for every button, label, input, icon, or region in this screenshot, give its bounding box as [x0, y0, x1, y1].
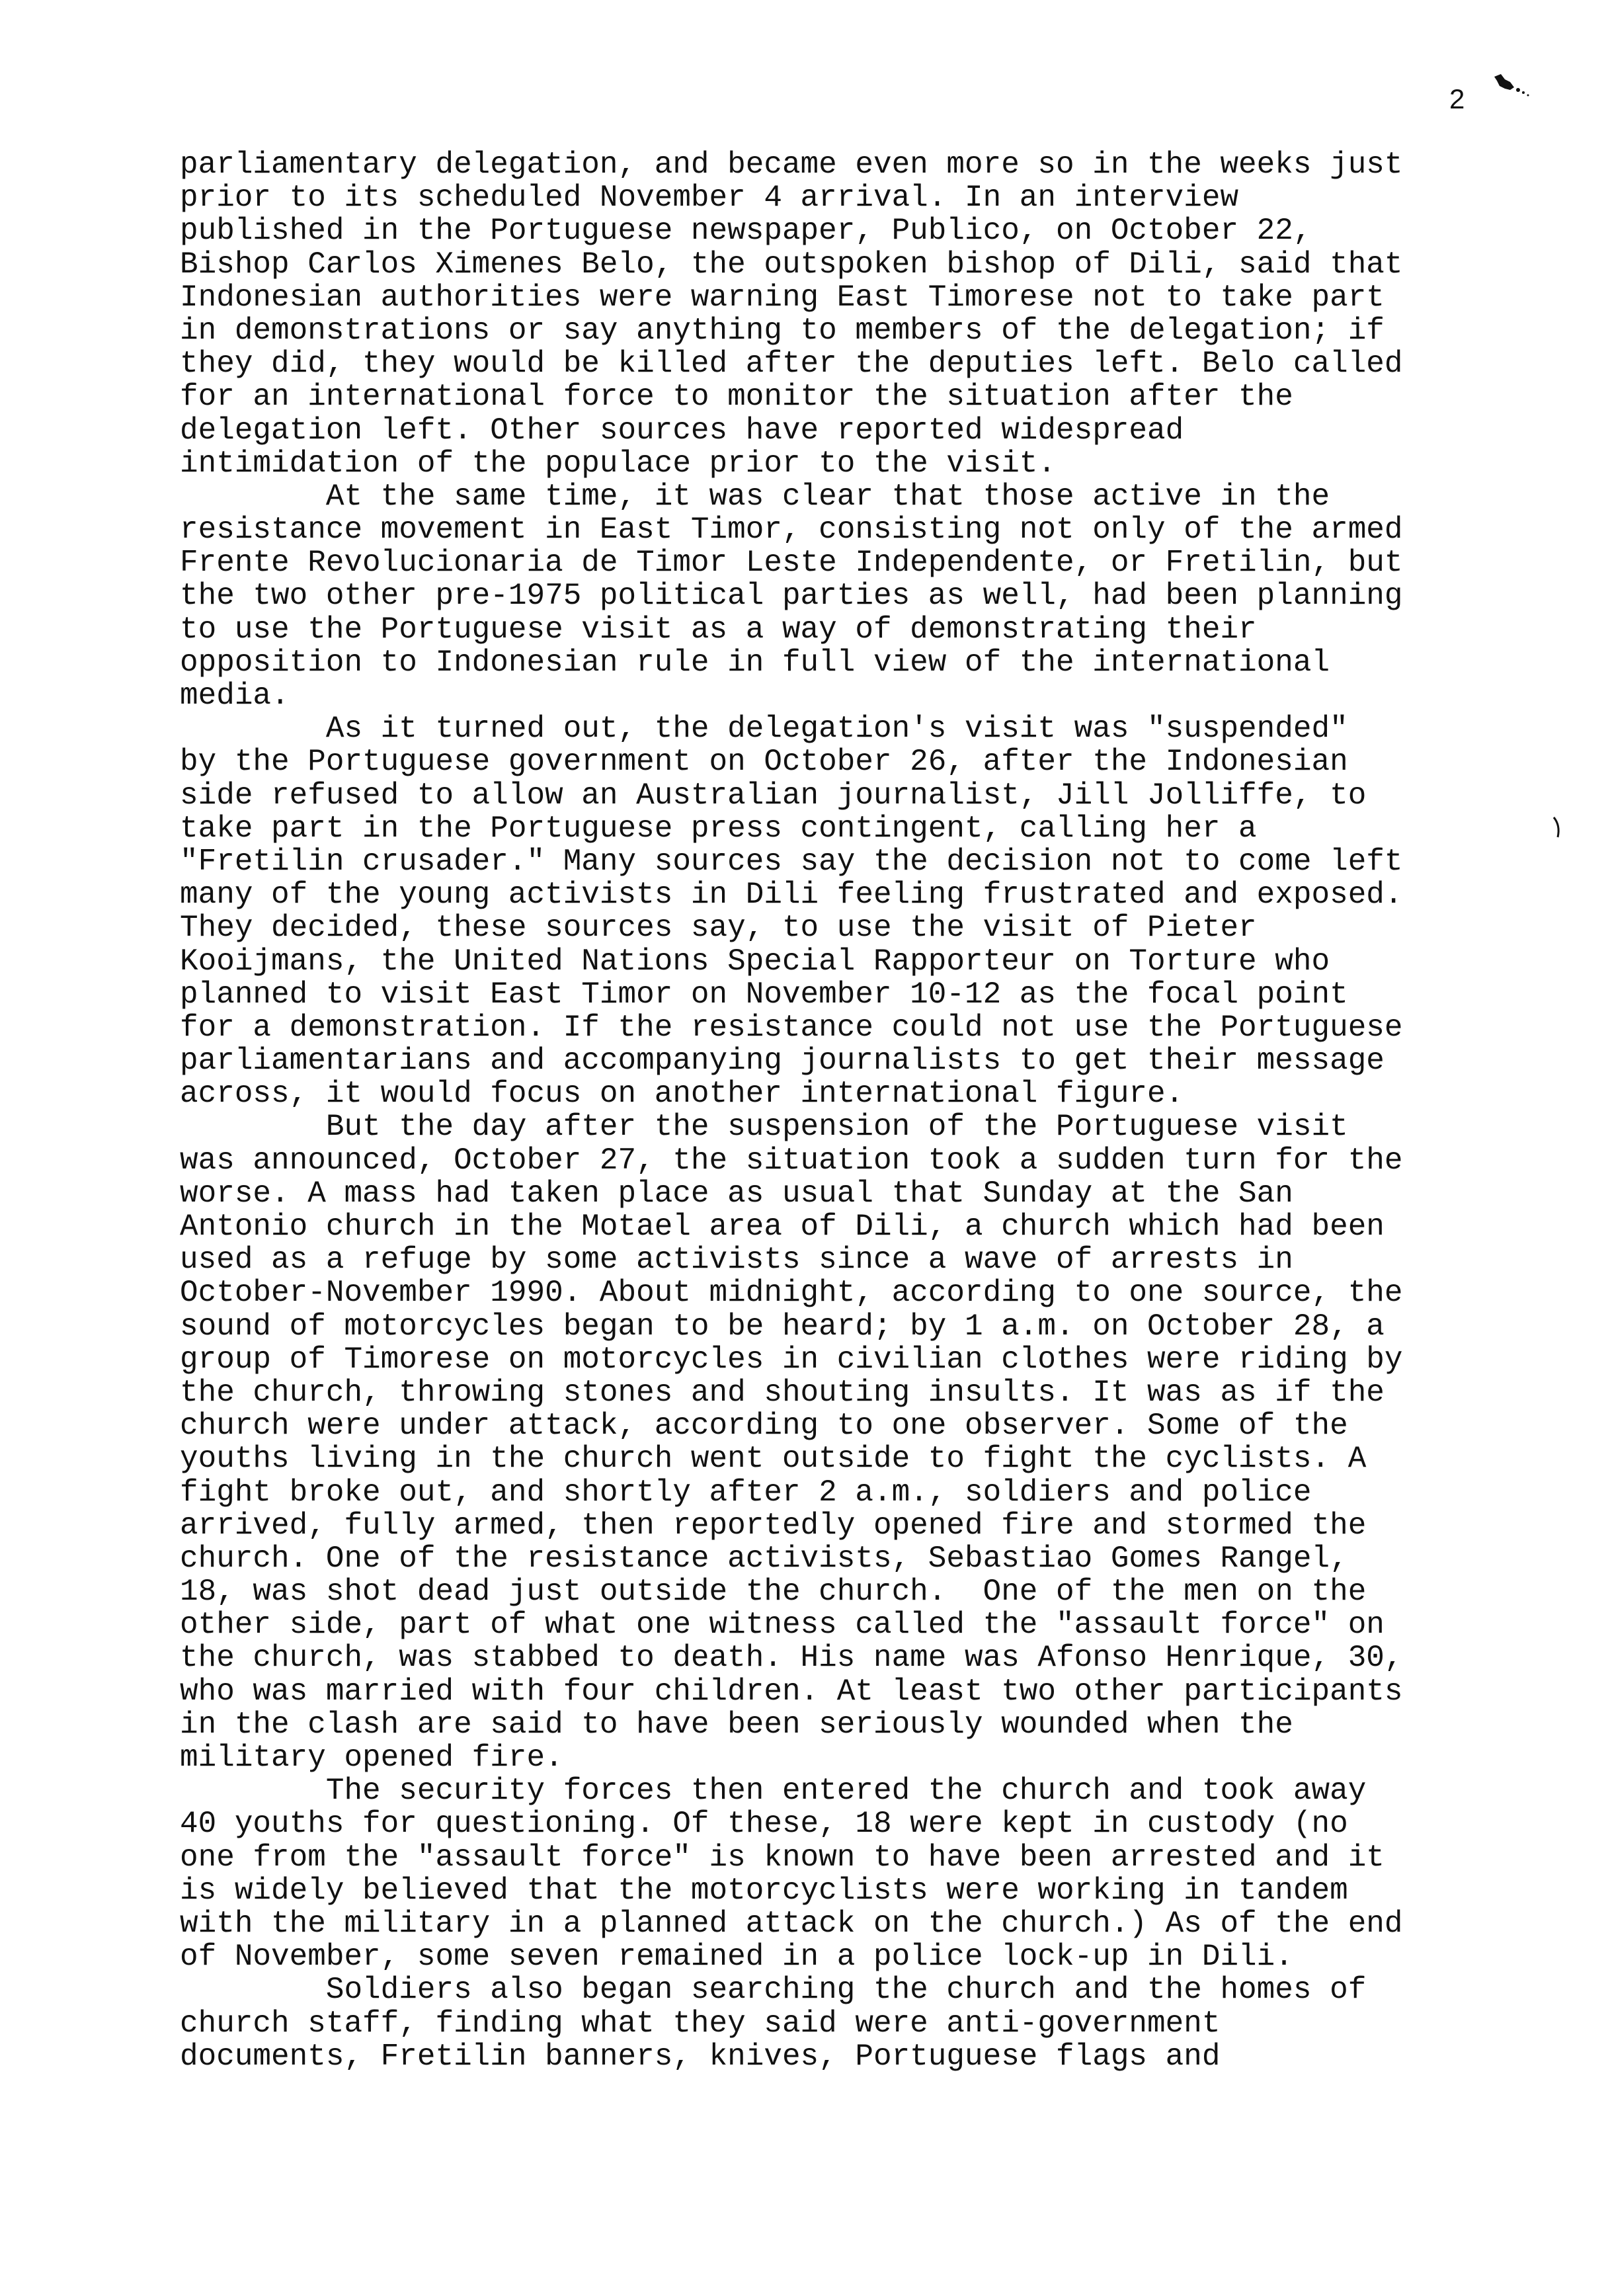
- text-line: But the day after the suspension of the Portuguese visit: [180, 1110, 1348, 1145]
- text-line: church staff, finding what they said were anti-government: [180, 2006, 1221, 2041]
- page-number: 2: [1449, 83, 1465, 114]
- text-line: one from the "assault force" is known to have been arrested and it: [180, 1840, 1385, 1875]
- text-line: As it turned out, the delegation's visit was "suspended": [180, 712, 1348, 747]
- text-line: take part in the Portuguese press contingent, calling her a: [180, 811, 1257, 846]
- text-line: they did, they would be killed after the deputies left. Belo called: [180, 347, 1403, 382]
- text-line: for an international force to monitor the situation after the: [180, 380, 1293, 415]
- text-line: Bishop Carlos Ximenes Belo, the outspoken bishop of Dili, said that: [180, 247, 1403, 282]
- text-line: "Fretilin crusader." Many sources say the decision not to come left: [180, 844, 1403, 879]
- text-line: sound of motorcycles began to be heard; by 1 a.m. on October 28, a: [180, 1309, 1385, 1344]
- text-line: military opened fire.: [180, 1741, 563, 1775]
- text-line: media.: [180, 678, 290, 713]
- text-line: many of the young activists in Dili feeling frustrated and exposed.: [180, 878, 1403, 913]
- text-line: They decided, these sources say, to use the visit of Pieter: [180, 911, 1257, 946]
- text-line: the church, throwing stones and shouting insults. It was as if the: [180, 1375, 1385, 1410]
- ink-blot-mark: [1490, 70, 1530, 104]
- text-line: At the same time, it was clear that those active in the: [180, 479, 1330, 514]
- text-line: used as a refuge by some activists since a wave of arrests in: [180, 1243, 1293, 1278]
- text-line: parliamentary delegation, and became even more so in the weeks just: [180, 147, 1403, 182]
- text-line: church. One of the resistance activists, Sebastiao Gomes Rangel,: [180, 1541, 1348, 1576]
- text-line: across, it would focus on another international figure.: [180, 1077, 1184, 1112]
- text-line: opposition to Indonesian rule in full view of the international: [180, 645, 1330, 680]
- text-line: other side, part of what one witness called the "assault force" on: [180, 1608, 1385, 1643]
- text-line: published in the Portuguese newspaper, Publico, on October 22,: [180, 214, 1312, 249]
- text-line: church were under attack, according to one observer. Some of the: [180, 1409, 1348, 1444]
- text-line: Antonio church in the Motael area of Dili, a church which had been: [180, 1210, 1385, 1244]
- text-line: documents, Fretilin banners, knives, Portuguese flags and: [180, 2039, 1221, 2074]
- text-line: in demonstrations or say anything to members of the delegation; if: [180, 313, 1385, 348]
- margin-stray-mark: [1551, 815, 1564, 841]
- text-line: intimidation of the populace prior to the visit.: [180, 446, 1057, 481]
- text-line: was announced, October 27, the situation took a sudden turn for the: [180, 1143, 1403, 1178]
- text-line: the church, was stabbed to death. His name was Afonso Henrique, 30,: [180, 1641, 1403, 1676]
- text-line: group of Timorese on motorcycles in civilian clothes were riding by: [180, 1342, 1403, 1377]
- text-line: to use the Portuguese visit as a way of demonstrating their: [180, 612, 1257, 647]
- text-line: of November, some seven remained in a police lock-up in Dili.: [180, 1940, 1293, 1975]
- text-line: for a demonstration. If the resistance could not use the Portuguese: [180, 1010, 1403, 1045]
- body-text: [180, 148, 1548, 2073]
- text-line: 18, was shot dead just outside the church. One of the men on the: [180, 1575, 1367, 1610]
- text-line: with the military in a planned attack on the church.) As of the end: [180, 1906, 1403, 1941]
- text-line: fight broke out, and shortly after 2 a.m., soldiers and police: [180, 1475, 1312, 1510]
- text-line: worse. A mass had taken place as usual that Sunday at the San: [180, 1176, 1293, 1211]
- text-line: The security forces then entered the church and took away: [180, 1774, 1367, 1809]
- text-line: planned to visit East Timor on November 10-12 as the focal point: [180, 977, 1348, 1012]
- text-line: Frente Revolucionaria de Timor Leste Independente, or Fretilin, but: [180, 546, 1403, 581]
- text-line: delegation left. Other sources have reported widespread: [180, 413, 1184, 448]
- text-line: Indonesian authorities were warning East Timorese not to take part: [180, 280, 1385, 315]
- text-line: prior to its scheduled November 4 arrival. In an interview: [180, 181, 1239, 216]
- text-line: resistance movement in East Timor, consisting not only of the armed: [180, 512, 1403, 548]
- text-line: the two other pre-1975 political parties as well, had been planning: [180, 579, 1403, 614]
- text-line: who was married with four children. At least two other participants: [180, 1674, 1403, 1709]
- text-line: side refused to allow an Australian journalist, Jill Jolliffe, to: [180, 778, 1367, 813]
- text-line: 40 youths for questioning. Of these, 18 were kept in custody (no: [180, 1807, 1348, 1842]
- text-line: in the clash are said to have been seriously wounded when the: [180, 1707, 1293, 1742]
- text-line: youths living in the church went outside to fight the cyclists. A: [180, 1442, 1367, 1477]
- text-line: Soldiers also began searching the church and the homes of: [180, 1973, 1367, 2008]
- text-line: parliamentarians and accompanying journalists to get their message: [180, 1044, 1385, 1079]
- text-line: Kooijmans, the United Nations Special Rapporteur on Torture who: [180, 944, 1330, 979]
- text-line: October-November 1990. About midnight, according to one source, the: [180, 1276, 1403, 1311]
- text-line: arrived, fully armed, then reportedly opened fire and stormed the: [180, 1508, 1367, 1543]
- text-line: is widely believed that the motorcyclists were working in tandem: [180, 1873, 1348, 1908]
- text-line: by the Portuguese government on October 26, after the Indonesian: [180, 745, 1348, 780]
